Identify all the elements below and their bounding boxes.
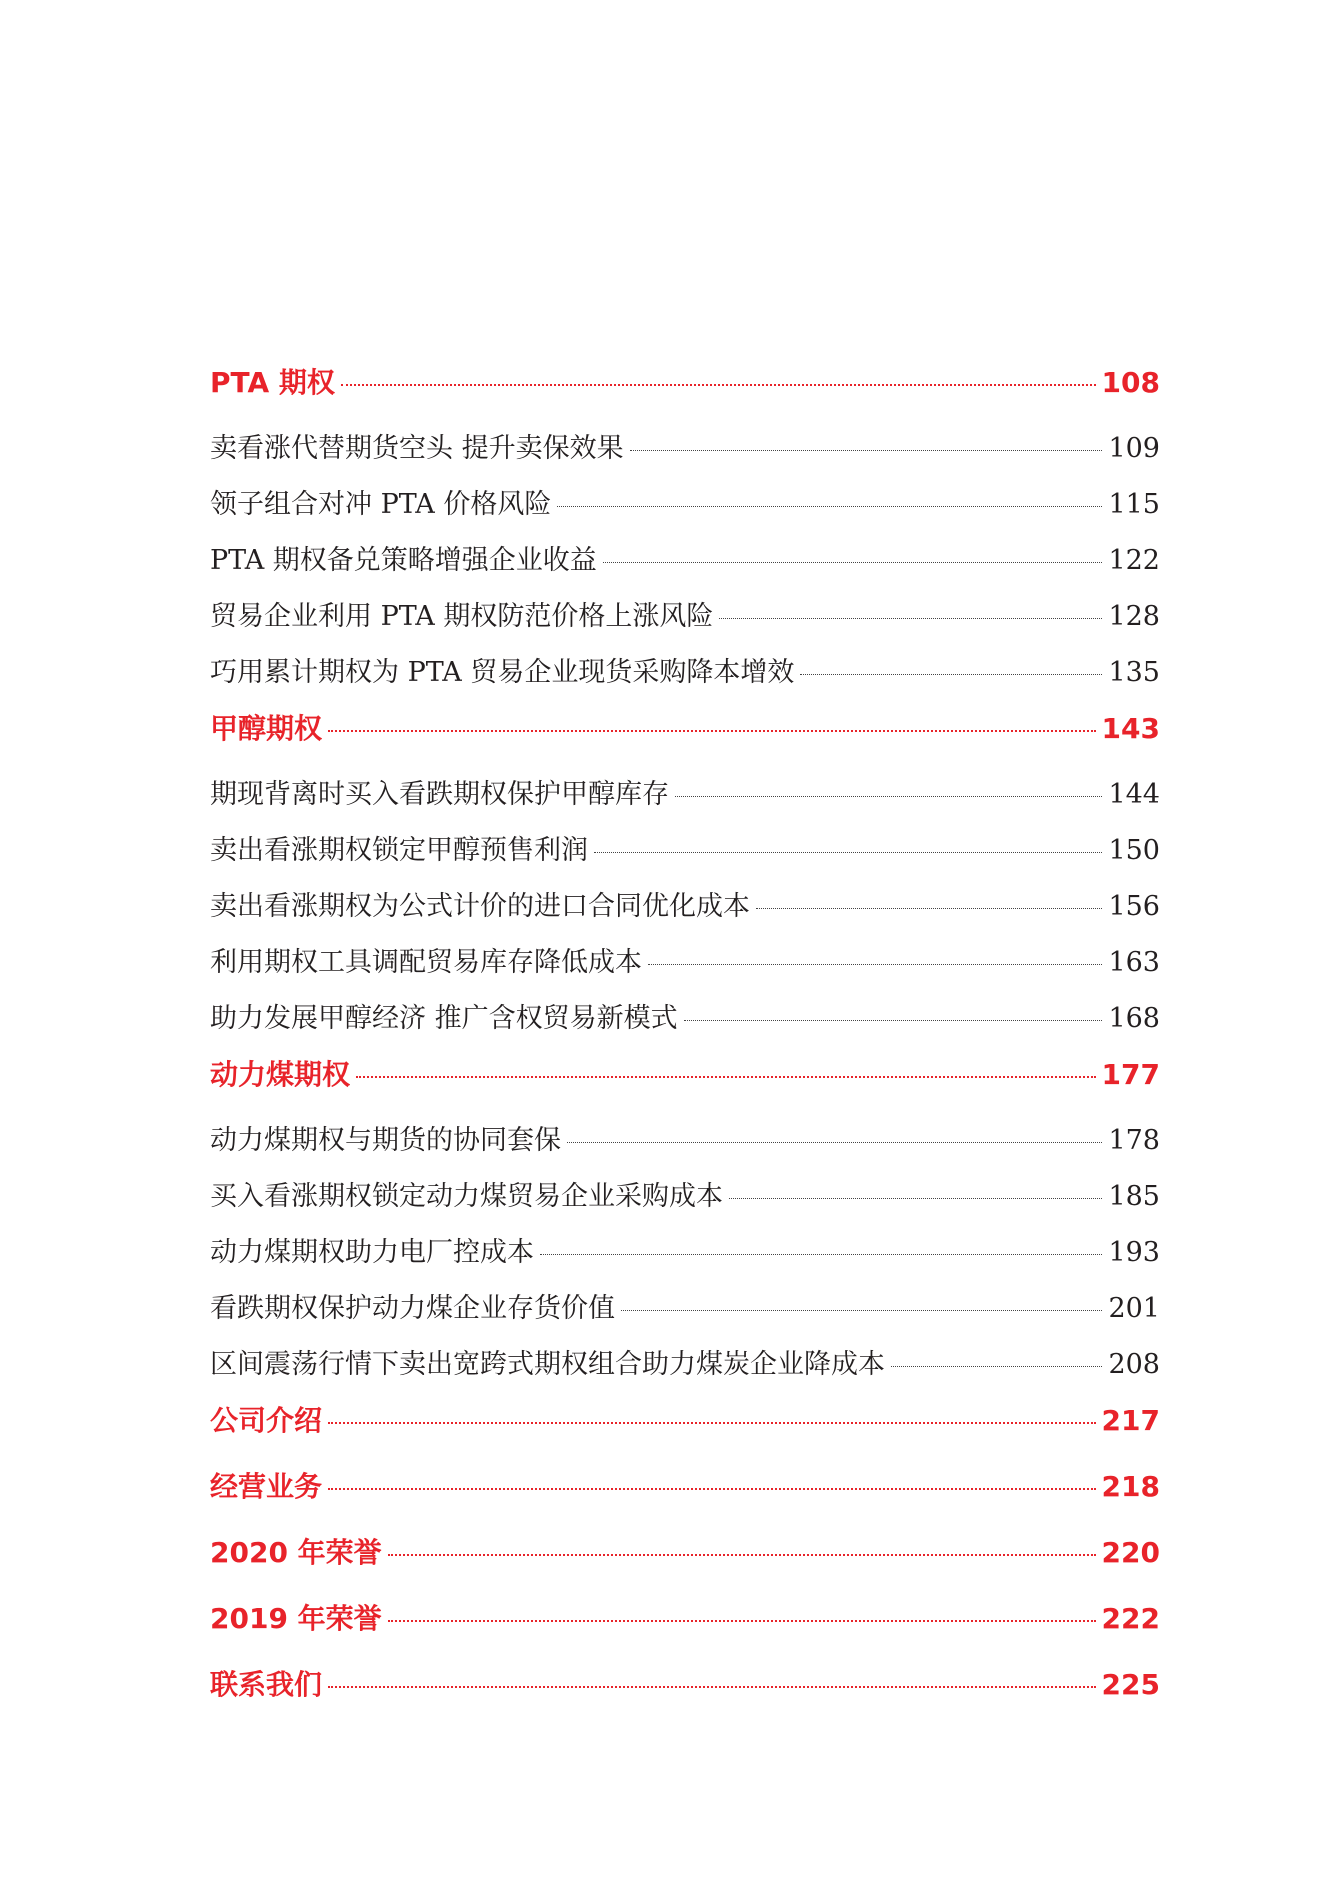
section-title: 联系我们 [210,1668,323,1701]
toc-entry[interactable] [210,1228,1160,1284]
section-title: PTA 期权 [210,366,335,399]
entry-title: 区间震荡行情下卖出宽跨式期权组合助力煤炭企业降成本 [210,1349,885,1380]
toc-section-honors-2019[interactable] [210,1594,1160,1660]
dot-leader [719,618,1102,619]
dot-leader [756,908,1102,909]
dot-leader [630,450,1103,451]
entry-title: 看跌期权保护动力煤企业存货价值 [210,1293,615,1324]
toc-entry[interactable] [210,1172,1160,1228]
dot-leader [328,1488,1096,1490]
dot-leader [891,1366,1102,1367]
entry-title: 动力煤期权与期货的协同套保 [210,1125,561,1156]
dot-leader [388,1554,1096,1556]
toc-entry[interactable] [210,424,1160,480]
entry-page-number: 168 [1108,1003,1160,1034]
entry-page-number: 156 [1108,891,1160,922]
section-page-number: 108 [1101,366,1160,399]
entry-page-number: 109 [1108,433,1160,464]
dot-leader [567,1142,1102,1143]
dot-leader [341,384,1096,386]
dot-leader [557,506,1102,507]
section-title: 动力煤期权 [210,1058,351,1091]
dot-leader [594,852,1102,853]
toc-entry[interactable] [210,1340,1160,1396]
dot-leader [388,1620,1096,1622]
entry-page-number: 201 [1108,1293,1160,1324]
toc-entry[interactable] [210,648,1160,704]
entry-page-number: 144 [1108,779,1160,810]
section-page-number: 217 [1101,1404,1160,1437]
entry-page-number: 135 [1108,657,1160,688]
toc-section-methanol-options[interactable] [210,704,1160,770]
toc-section-contact-us[interactable] [210,1660,1160,1726]
entry-title: 卖出看涨期权为公式计价的进口合同优化成本 [210,891,750,922]
dot-leader [684,1020,1103,1021]
entry-title: PTA 期权备兑策略增强企业收益 [210,545,597,576]
entry-title: 巧用累计期权为 PTA 贸易企业现货采购降本增效 [210,657,795,688]
entry-page-number: 122 [1108,545,1160,576]
section-page-number: 222 [1101,1602,1160,1635]
toc-entry[interactable] [210,826,1160,882]
entry-title: 动力煤期权助力电厂控成本 [210,1237,534,1268]
section-page-number: 225 [1101,1668,1160,1701]
entry-page-number: 128 [1108,601,1160,632]
section-page-number: 220 [1101,1536,1160,1569]
dot-leader [356,1076,1096,1078]
toc-entry[interactable] [210,592,1160,648]
entry-page-number: 150 [1108,835,1160,866]
dot-leader [603,562,1103,563]
table-of-contents [210,358,1160,1726]
section-title: 2019 年荣誉 [210,1602,382,1635]
toc-section-company-intro[interactable] [210,1396,1160,1462]
entry-title: 卖出看涨期权锁定甲醇预售利润 [210,835,588,866]
entry-page-number: 185 [1108,1181,1160,1212]
toc-entry[interactable] [210,882,1160,938]
dot-leader [540,1254,1102,1255]
dot-leader [648,964,1102,965]
section-title: 经营业务 [210,1470,323,1503]
entry-page-number: 163 [1108,947,1160,978]
entry-title: 贸易企业利用 PTA 期权防范价格上涨风险 [210,601,714,632]
toc-entry[interactable] [210,994,1160,1050]
dot-leader [621,1310,1102,1311]
toc-entry[interactable] [210,1116,1160,1172]
toc-entry[interactable] [210,1284,1160,1340]
entry-page-number: 208 [1108,1349,1160,1380]
toc-entry[interactable] [210,536,1160,592]
dot-leader [675,796,1102,797]
entry-page-number: 115 [1108,489,1160,520]
entry-title: 利用期权工具调配贸易库存降低成本 [210,947,642,978]
toc-entry[interactable] [210,938,1160,994]
section-page-number: 218 [1101,1470,1160,1503]
toc-section-pta-options[interactable] [210,358,1160,424]
dot-leader [729,1198,1102,1199]
entry-page-number: 193 [1108,1237,1160,1268]
entry-title: 领子组合对冲 PTA 价格风险 [210,489,552,520]
entry-title: 卖看涨代替期货空头 提升卖保效果 [210,433,624,464]
section-title: 甲醇期权 [210,712,323,745]
dot-leader [328,730,1096,732]
toc-entry[interactable] [210,770,1160,826]
dot-leader [800,674,1102,675]
entry-title: 助力发展甲醇经济 推广含权贸易新模式 [210,1003,678,1034]
section-page-number: 143 [1101,712,1160,745]
toc-section-business[interactable] [210,1462,1160,1528]
section-title: 2020 年荣誉 [210,1536,382,1569]
dot-leader [328,1422,1096,1424]
toc-section-thermal-coal-options[interactable] [210,1050,1160,1116]
toc-entry[interactable] [210,480,1160,536]
dot-leader [328,1686,1096,1688]
section-title: 公司介绍 [210,1404,323,1437]
entry-title: 期现背离时买入看跌期权保护甲醇库存 [210,779,669,810]
entry-title: 买入看涨期权锁定动力煤贸易企业采购成本 [210,1181,723,1212]
entry-page-number: 178 [1108,1125,1160,1156]
toc-section-honors-2020[interactable] [210,1528,1160,1594]
section-page-number: 177 [1101,1058,1160,1091]
